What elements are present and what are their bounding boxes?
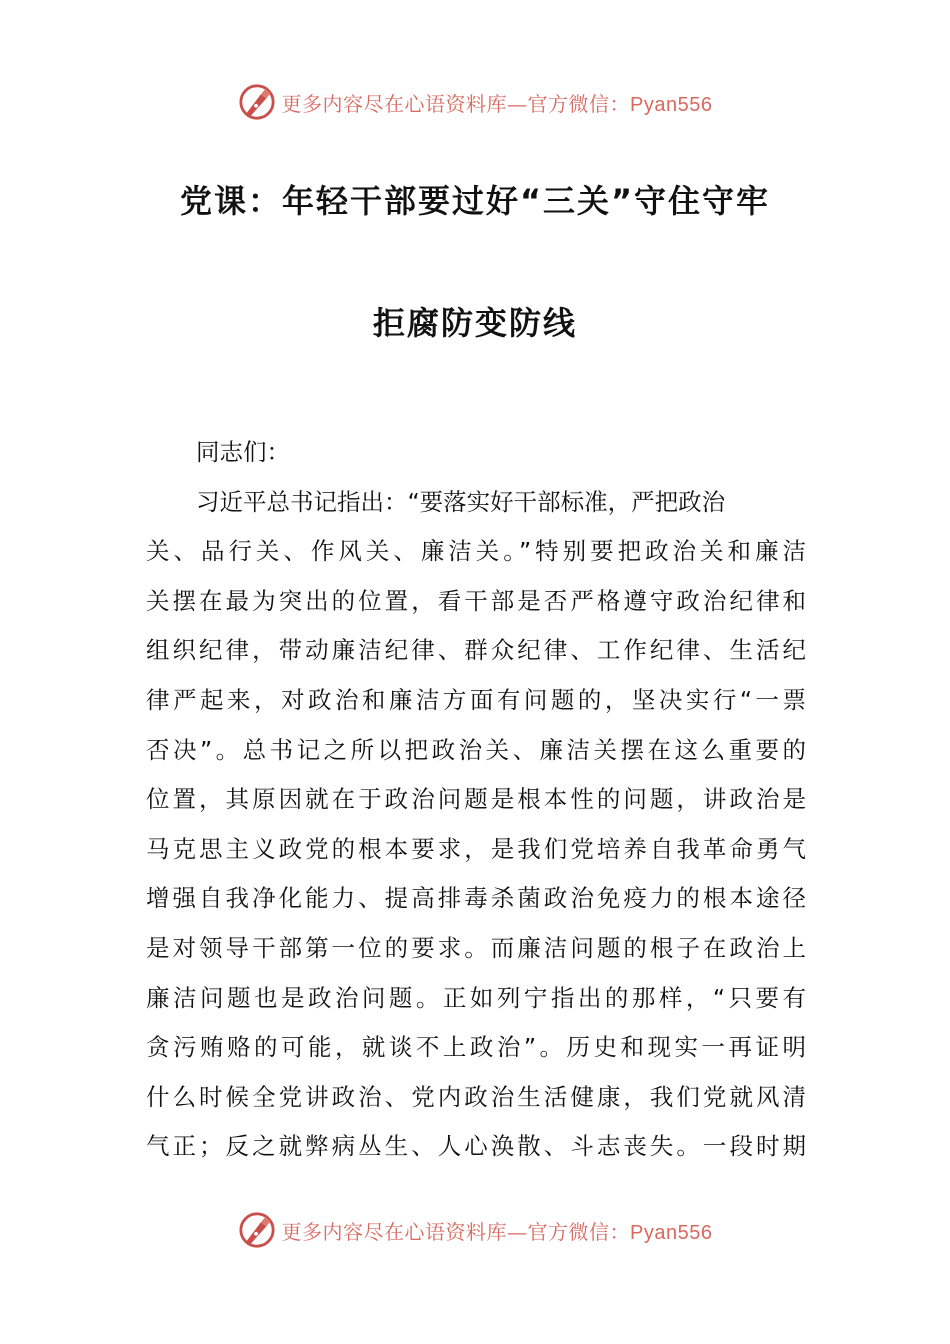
pen-nib-logo-icon bbox=[238, 1211, 276, 1249]
document-title-line-1: 党课：年轻干部要过好“三关”守住守牢 bbox=[179, 182, 771, 220]
footer-banner bbox=[0, 1208, 950, 1252]
header-banner-text bbox=[282, 88, 713, 117]
header-banner-handle: Pyan556 bbox=[630, 93, 713, 116]
body-line: 廉洁问题也是政治问题。正如列宁指出的那样，“只要有 bbox=[146, 983, 806, 1012]
body-line: 马克思主义政党的根本要求，是我们党培养自我革命勇气 bbox=[146, 834, 806, 863]
body-line: 律严起来，对政治和廉洁方面有问题的，坚决实行“一票 bbox=[146, 685, 806, 714]
body-line: 什么时候全党讲政治、党内政治生活健康，我们党就风清 bbox=[146, 1082, 806, 1111]
body-line: 增强自我净化能力、提高排毒杀菌政治免疫力的根本途径 bbox=[146, 884, 806, 913]
body-line: 否决”。总书记之所以把政治关、廉洁关摆在这么重要的 bbox=[146, 735, 806, 764]
body-line: 贪污贿赂的可能，就谈不上政治”。历史和现实一再证明 bbox=[146, 1033, 806, 1062]
body-line: 气正；反之就弊病丛生、人心涣散、斗志丧失。一段时期 bbox=[146, 1132, 806, 1161]
document-title-line-2: 拒腐防变防线 bbox=[372, 304, 577, 342]
header-banner bbox=[0, 80, 950, 124]
body-line: 组织纪律，带动廉洁纪律、群众纪律、工作纪律、生活纪 bbox=[146, 636, 806, 665]
footer-banner-label: 更多内容尽在心语资料库—官方微信： bbox=[281, 1219, 631, 1244]
body-line: 是对领导干部第一位的要求。而廉洁问题的根子在政治上 bbox=[146, 933, 806, 962]
document-body bbox=[146, 428, 806, 1172]
pen-nib-logo-icon bbox=[238, 83, 276, 121]
footer-banner-handle: Pyan556 bbox=[630, 1221, 713, 1244]
body-line: 关摆在最为突出的位置，看干部是否严格遵守政治纪律和 bbox=[146, 586, 806, 615]
body-line: 位置，其原因就在于政治问题是根本性的问题，讲政治是 bbox=[146, 785, 806, 814]
header-banner-label: 更多内容尽在心语资料库—官方微信： bbox=[281, 91, 631, 116]
salutation: 同志们： bbox=[196, 438, 290, 466]
body-line: 习近平总书记指出：“要落实好干部标准，严把政治 bbox=[196, 487, 726, 516]
footer-banner-text bbox=[282, 1216, 713, 1245]
body-line: 关、品行关、作风关、廉洁关。”特别要把政治关和廉洁 bbox=[146, 537, 806, 566]
